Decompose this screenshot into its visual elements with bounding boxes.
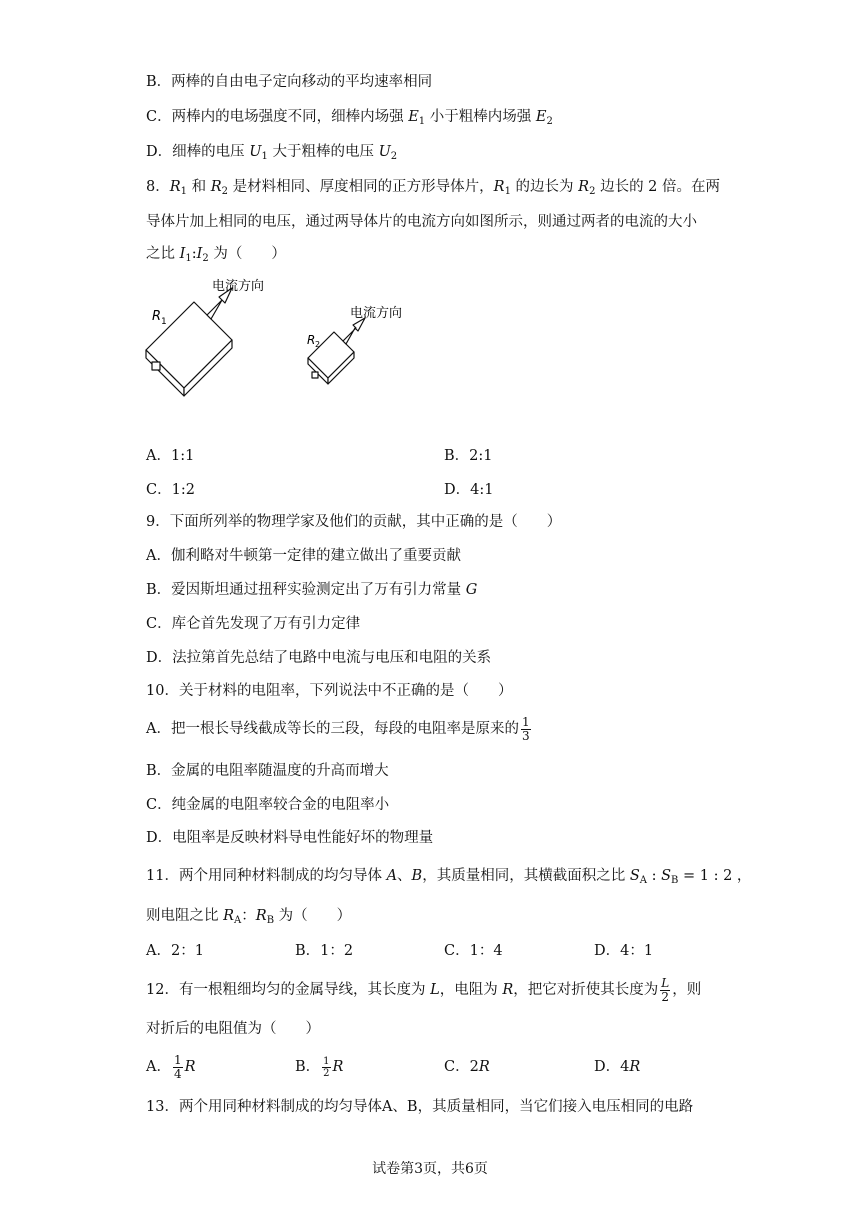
page-footer: 试卷第3页，共6页 <box>372 1161 488 1177</box>
q8-stem-line-3: 之比 $I_1:I_2$ 为（ ） <box>146 246 286 264</box>
q10-option-a: A．把一根长导线截成等长的三段，每段的电阻率是原来的 $\frac{1}{3}$ <box>146 714 530 743</box>
q8-option-a: A．1:1 <box>146 448 195 464</box>
q13-stem-line-1: 13．两个用同种材料制成的均匀导体A、B，其质量相同，当它们接入电压相同的电路 <box>146 1099 694 1115</box>
q10-stem: 10．关于材料的电阻率，下列说法中不正确的是（ ） <box>146 683 513 699</box>
r1-label-sub: 1 <box>161 317 167 327</box>
q12-option-a: A． $\frac{1}{4}$ R <box>146 1052 196 1081</box>
q10-option-c: C．纯金属的电阻率较合金的电阻率小 <box>146 797 390 813</box>
q8-option-b: B．2:1 <box>444 448 493 464</box>
q11-option-c: C．1：4 <box>444 943 503 959</box>
current-direction-label-1: 电流方向 <box>212 279 265 294</box>
r2-label-sub: 2 <box>315 340 321 349</box>
q7-option-b: B．两棒的自由电子定向移动的平均速率相同 <box>146 74 433 90</box>
fraction-one-third: $\frac{1}{3}$ <box>521 714 530 743</box>
q12-stem-line-1: 12．有一根粗细均匀的金属导线，其长度为 L，电阻为 R，把它对折使其长度为 $\frac{L}{2}$ ，则 <box>146 975 702 1004</box>
q8-option-c: C．1:2 <box>146 482 195 498</box>
q8-stem-line-1: 8．$R_1$ 和 $R_2$ 是材料相同、厚度相同的正方形导体片，$R_1$ 的边长为 $R_2$ 边长的 2 倍。在两 <box>146 179 721 197</box>
r1-label: R <box>152 309 162 324</box>
r2-label: R <box>307 333 316 347</box>
q8-option-d: D．4:1 <box>444 482 494 498</box>
q11-stem-line-2: 则电阻之比 $R_A$：$R_B$ 为（ ） <box>146 908 352 926</box>
r2-conductor-plate <box>308 318 365 384</box>
q12-option-c: C．2R <box>444 1059 490 1075</box>
q10-option-d: D．电阻率是反映材料导电性能好坏的物理量 <box>146 830 434 846</box>
q8-figure <box>140 272 430 397</box>
q7-option-d: D．细棒的电压 $U_1$ 大于粗棒的电压 $U_2$ <box>146 144 398 162</box>
q9-option-c: C．库仑首先发现了万有引力定律 <box>146 616 361 632</box>
current-direction-label-2: 电流方向 <box>350 306 403 321</box>
q11-stem-line-1: 11．两个用同种材料制成的均匀导体 A、B，其质量相同，其横截面积之比 $S_A$ : $S_B = 1$ : 2 ， <box>146 868 752 886</box>
q11-option-b: B．1：2 <box>295 943 354 959</box>
r2-current-arrow-icon <box>343 318 365 344</box>
q9-stem: 9．下面所列举的物理学家及他们的贡献，其中正确的是（ ） <box>146 514 562 530</box>
r2-left-tab <box>312 372 318 378</box>
q9-option-d: D．法拉第首先总结了电路中电流与电压和电阻的关系 <box>146 650 492 666</box>
q9-option-b: B．爱因斯坦通过扭秤实验测定出了万有引力常量 G <box>146 582 478 598</box>
q12-option-d: D．4R <box>594 1059 641 1075</box>
q11-option-a: A．2：1 <box>146 943 204 959</box>
q9-option-a: A．伽利略对牛顿第一定律的建立做出了重要贡献 <box>146 548 461 564</box>
q7-option-c: C．两棒内的电场强度不同，细棒内场强 $E_1$ 小于粗棒内场强 $E_2$ <box>146 109 553 127</box>
r1-conductor-plate <box>146 288 232 396</box>
q12-option-b: B． $\frac{1}{2}$ R <box>295 1055 344 1079</box>
q11-option-d: D．4：1 <box>594 943 654 959</box>
q10-option-b: B．金属的电阻率随温度的升高而增大 <box>146 763 389 779</box>
r1-left-tab <box>152 362 160 370</box>
q12-stem-line-2: 对折后的电阻值为（ ） <box>146 1021 320 1037</box>
fraction-l-over-2: $\frac{L}{2}$ <box>661 975 670 1004</box>
q8-stem-line-2: 导体片加上相同的电压，通过两导体片的电流方向如图所示，则通过两者的电流的大小 <box>146 214 697 230</box>
